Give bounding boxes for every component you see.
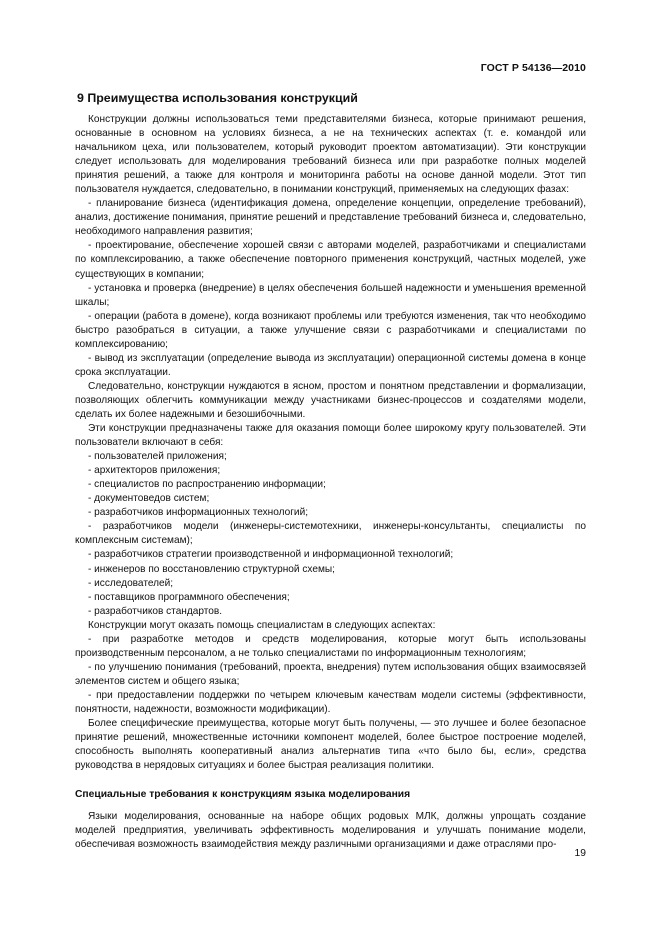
help-aspects-list — [75, 633, 586, 717]
list-item: - разработчиков стандартов. — [88, 605, 223, 617]
subsection-paragraph: Языки моделирования, основанные на наборе общих родовых МЛК, должны упрощать создание моделей предприятия, увеличивать эффективность моделирования и улучшать понимание модели, обеспечивая возможность взаимодействия между различными организациями и даже отраслями про- — [75, 811, 586, 851]
list-item: - разработчиков модели (инженеры-системотехники, инженеры-консультанты, специалисты по комплексным системам); — [75, 521, 586, 547]
list-item: - вывод из эксплуатации (определение вывода из эксплуатации) операционной системы домена в конце срока эксплуатации. — [75, 352, 586, 378]
list-item: - проектирование, обеспечение хорошей связи с авторами моделей, разработчиками и специалистами по комплексированию, а также обеспечение повторного применения конструкций, частных моделей, уже существующих в компании; — [75, 240, 586, 280]
page-content — [75, 90, 586, 852]
list-item: - архитекторов приложения; — [88, 465, 221, 477]
standard-code: ГОСТ Р 54136—2010 — [480, 62, 586, 74]
list-item: - специалистов по распространению информации; — [88, 479, 326, 491]
section-intro-paragraph: Конструкции должны использоваться теми представителями бизнеса, которые принимают решения, основанные в основном на условиях бизнеса, а не на технических аспектах (т. е. командой или начальником цеха, или пользователем, который руководит проектом автоматизации). Эти конструкции следует использовать для моделирования требований бизнеса или при разработке полных моделей принятия решений, а также для контроля и мониторинга работы на основе данной модели. Этот тип пользователя нуждается, следовательно, в понимании конструкций, применяемых на следующих фазах: — [75, 114, 586, 196]
users-list — [75, 450, 586, 619]
list-item: - операции (работа в домене), когда возникают проблемы или требуются изменения, так что необходимо быстро разобраться в ситуации, а также улучшение связи с разработчиками и специалистами по комплексированию; — [75, 310, 586, 350]
list-item: - при предоставлении поддержки по четырем ключевым качествам модели системы (эффективности, понятности, надежности, возможности модификации). — [75, 689, 586, 715]
phases-list — [75, 197, 586, 380]
specific-benefits-paragraph: Более специфические преимущества, которые могут быть получены, — это лучшее и более безопасное принятие решений, множественные источники компонент моделей, более быстрое построение моделей, способность выполнять кооперативный анализ альтернатив типа «что было бы, если», средства руководства в нерядовых ситуациях и более быстрая реализация политики. — [75, 718, 586, 772]
list-item: - установка и проверка (внедрение) в целях обеспечения большей надежности и уменьшения временной шкалы; — [75, 282, 586, 308]
list-item: - при разработке методов и средств моделирования, которые могут быть использованы производственным персоналом, а не только специалистами по информационным технологиям; — [75, 633, 586, 659]
list-item: - пользователей приложения; — [88, 451, 227, 463]
section-title: 9 Преимущества использования конструкций — [77, 91, 358, 105]
consequently-paragraph: Следовательно, конструкции нуждаются в ясном, простом и понятном представлении и формализации, позволяющих облегчить коммуникации между участниками бизнес-процессов и создателями модели, сделать их более надежными и безошибочными. — [75, 380, 586, 420]
list-item: - по улучшению понимания (требований, проекта, внедрения) путем использования общих взаимосвязей элементов систем и общего языка; — [75, 661, 586, 687]
list-item: - разработчиков информационных технологий; — [88, 507, 309, 519]
list-item: - разработчиков стратегии производственной и информационной технологий; — [88, 549, 454, 561]
subsection-title: Специальные требования к конструкциям языка моделирования — [75, 789, 411, 801]
list-item: - поставщиков программного обеспечения; — [88, 591, 290, 603]
list-item: - инженеров по восстановлению структурной схемы; — [88, 563, 335, 575]
users-intro-paragraph: Эти конструкции предназначены также для оказания помощи более широкому кругу пользователей. Эти пользователи включают в себя: — [75, 423, 586, 449]
help-intro-paragraph: Конструкции могут оказать помощь специалистам в следующих аспектах: — [88, 619, 436, 631]
list-item: - документоведов систем; — [88, 493, 210, 505]
page-number: 19 — [574, 848, 586, 859]
list-item: - исследователей; — [88, 577, 174, 589]
list-item: - планирование бизнеса (идентификация домена, определение концепции, определение требований), анализ, достижение понимания, принятие решений и представление требований бизнеса и, следовательно, необходимого направления развития; — [75, 198, 586, 238]
